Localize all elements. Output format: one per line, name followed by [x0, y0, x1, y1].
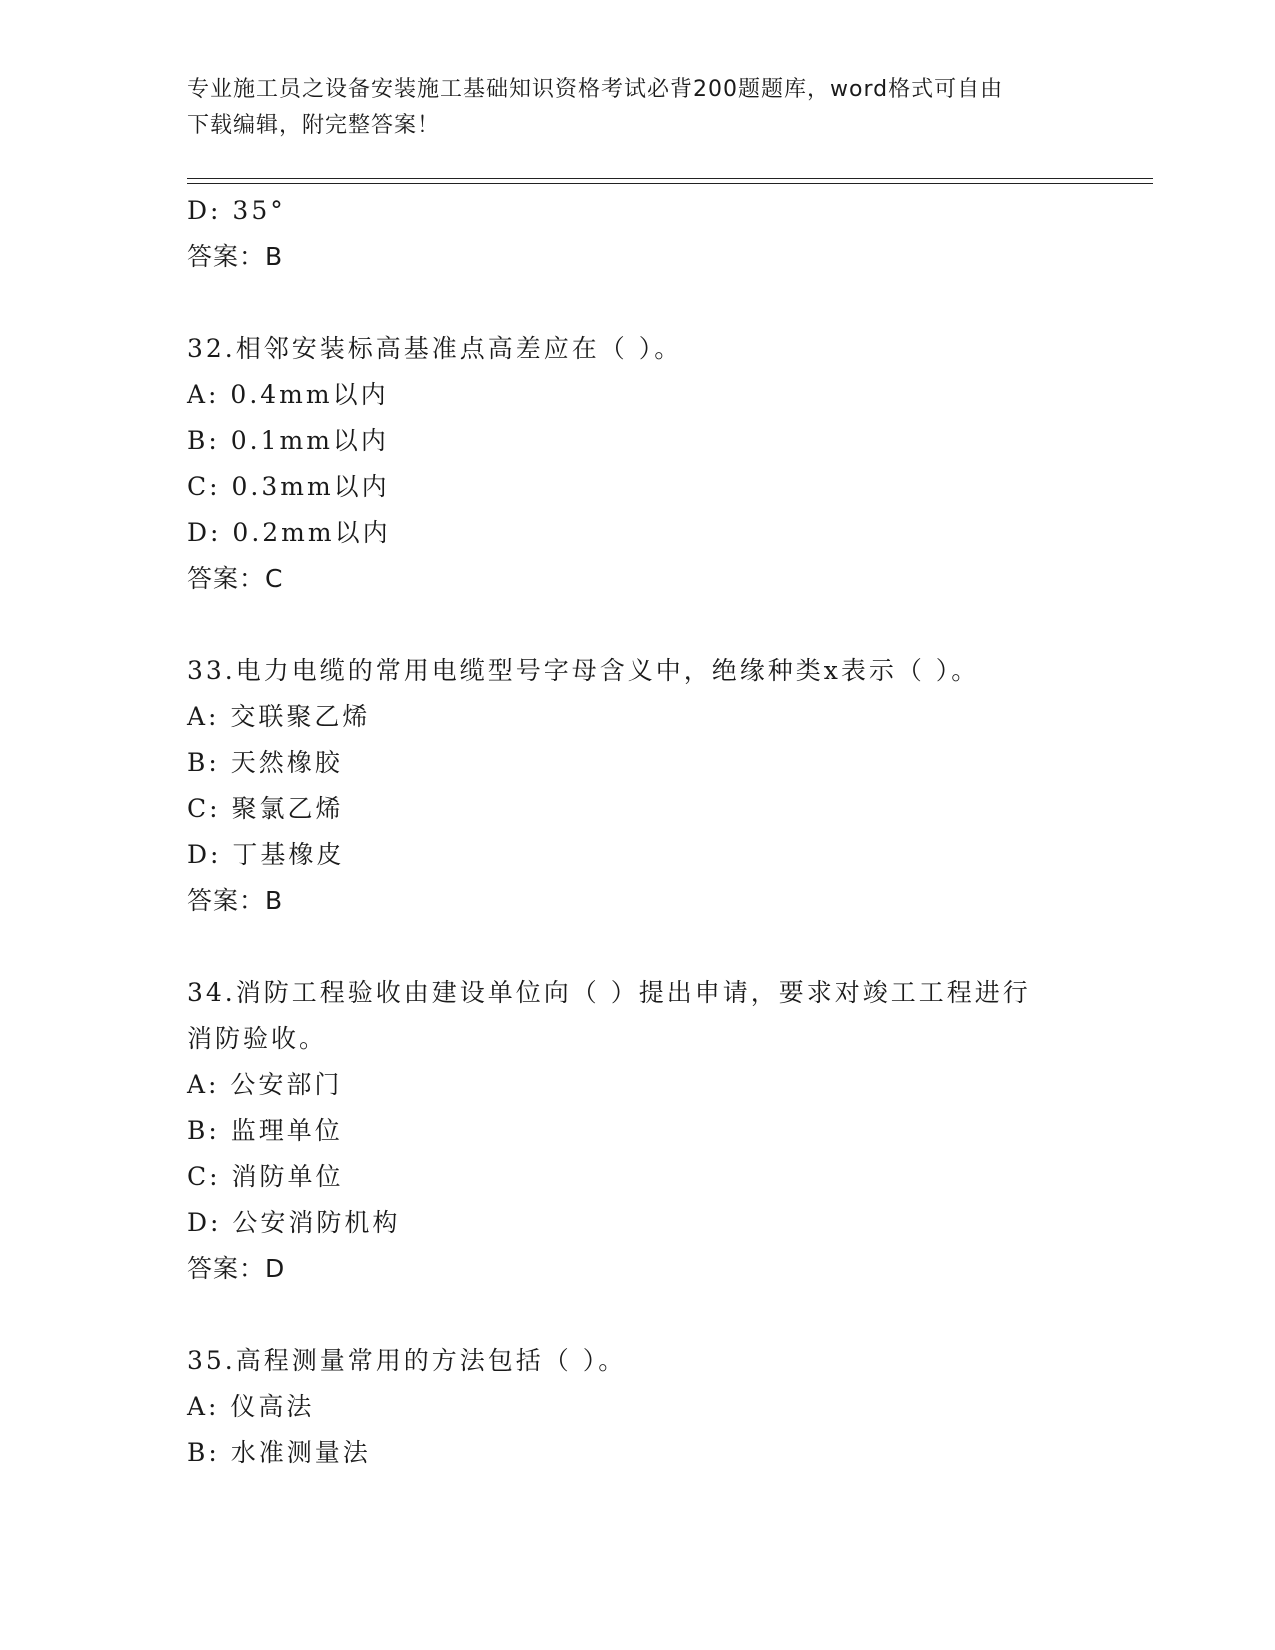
option-c: C: 聚氯乙烯 [187, 794, 344, 823]
spacer [187, 280, 1107, 326]
question-text-continued: 消防验收。 [187, 1024, 328, 1053]
header-title-line-2: 下载编辑，附完整答案！ [187, 113, 441, 138]
option-b: B: 水准测量法 [187, 1438, 371, 1467]
question-block-34 [187, 970, 1107, 1292]
option-a: A: 交联聚乙烯 [187, 702, 371, 731]
option-d: D: 0.2mm以内 [187, 518, 391, 547]
answer-line: 答案：B [187, 242, 284, 271]
question-block-31 [187, 188, 1107, 280]
option-d: D: 35° [187, 196, 286, 225]
option-d: D: 公安消防机构 [187, 1208, 401, 1237]
option-b: B: 0.1mm以内 [187, 426, 389, 455]
spacer [187, 602, 1107, 648]
option-a: A: 公安部门 [187, 1070, 343, 1099]
question-block-33 [187, 648, 1107, 924]
header-title-line-1: 专业施工员之设备安装施工基础知识资格考试必背200题题库，word格式可自由 [187, 77, 1004, 102]
option-d: D: 丁基橡皮 [187, 840, 345, 869]
option-c: C: 消防单位 [187, 1162, 344, 1191]
question-text: 35.高程测量常用的方法包括（ ）。 [187, 1346, 627, 1375]
question-block-32 [187, 326, 1107, 602]
document-header [187, 72, 1067, 144]
option-a: A: 0.4mm以内 [187, 380, 389, 409]
header-divider-bottom [187, 183, 1153, 184]
option-c: C: 0.3mm以内 [187, 472, 390, 501]
question-list [187, 188, 1107, 1476]
spacer [187, 1292, 1107, 1338]
question-text: 34.消防工程验收由建设单位向（ ）提出申请，要求对竣工工程进行 [187, 978, 1031, 1007]
answer-line: 答案：D [187, 1254, 286, 1283]
answer-line: 答案：B [187, 886, 284, 915]
question-text: 32.相邻安装标高基准点高差应在（ ）。 [187, 334, 683, 363]
question-block-35 [187, 1338, 1107, 1476]
header-divider-top [187, 178, 1153, 179]
answer-line: 答案：C [187, 564, 284, 593]
spacer [187, 924, 1107, 970]
option-a: A: 仪高法 [187, 1392, 315, 1421]
option-b: B: 天然橡胶 [187, 748, 343, 777]
option-b: B: 监理单位 [187, 1116, 343, 1145]
question-text: 33.电力电缆的常用电缆型号字母含义中，绝缘种类x表示（ ）。 [187, 656, 980, 685]
